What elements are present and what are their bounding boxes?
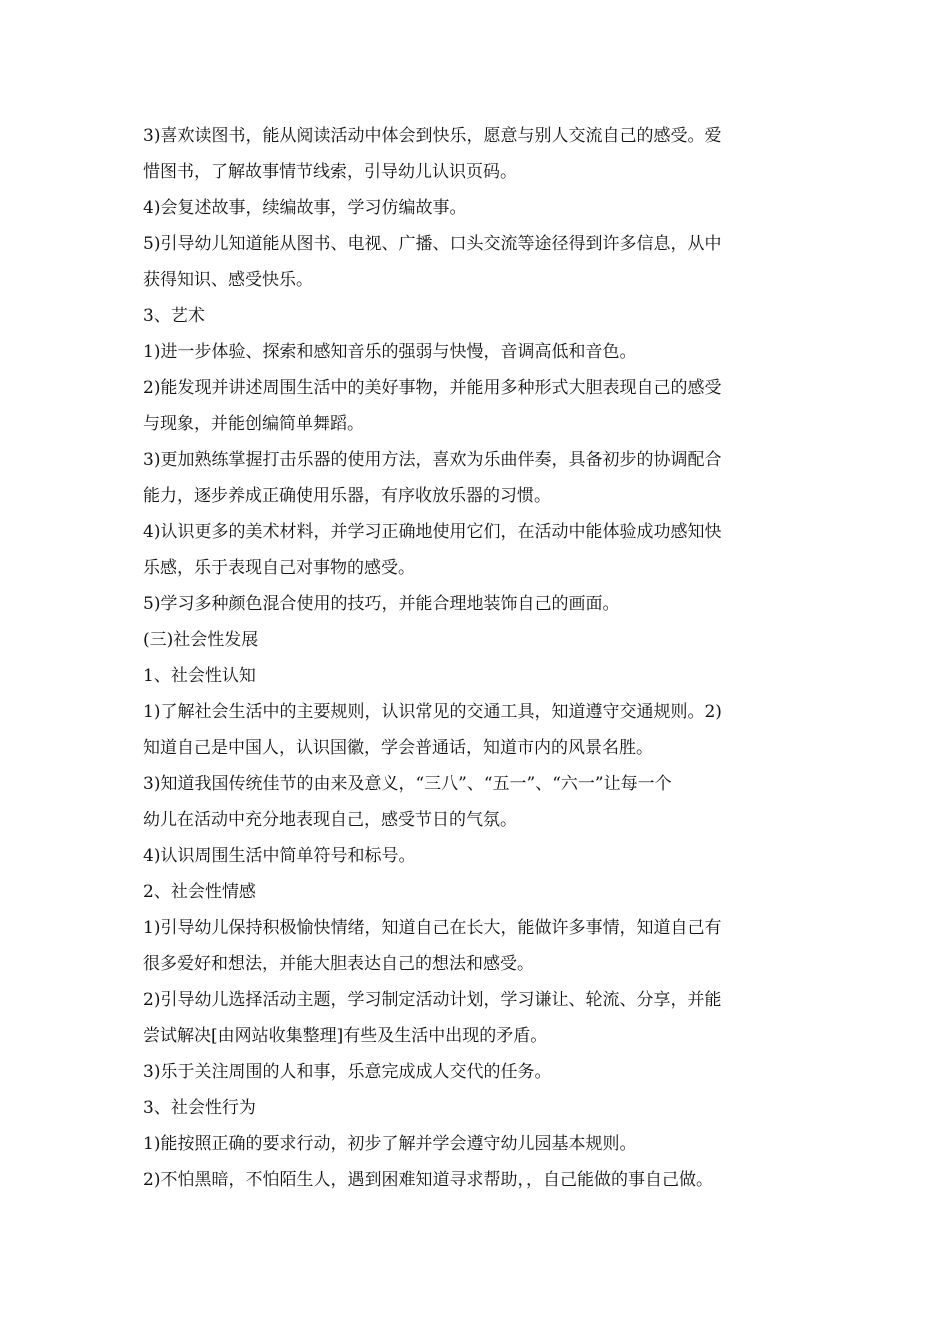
- text-line: 2)引导幼儿选择活动主题，学习制定活动计划，学习谦让、轮流、分享，并能: [143, 990, 722, 1010]
- text-line: 与现象，并能创编简单舞蹈。: [143, 414, 364, 434]
- section-heading: 3、社会性行为: [143, 1098, 256, 1118]
- section-heading: 1、社会性认知: [143, 666, 256, 686]
- section-heading: 3、艺术: [143, 306, 205, 326]
- text-line: 3)乐于关注周围的人和事，乐意完成成人交代的任务。: [143, 1062, 552, 1082]
- text-line: 乐感，乐于表现自己对事物的感受。: [143, 558, 415, 578]
- text-line: 3)知道我国传统佳节的由来及意义，“三八”、“五一”、“六一”让每一个: [143, 774, 672, 794]
- text-line: 3)更加熟练掌握打击乐器的使用方法，喜欢为乐曲伴奏，具备初步的协调配合: [143, 450, 722, 470]
- text-line: 4)会复述故事，续编故事，学习仿编故事。: [143, 198, 467, 218]
- text-line: 知道自己是中国人，认识国徽，学会普通话，知道市内的风景名胜。: [143, 738, 653, 758]
- text-line: 1)引导幼儿保持积极愉快情绪，知道自己在长大，能做许多事情，知道自己有: [143, 918, 722, 938]
- section-heading: 2、社会性情感: [143, 882, 256, 902]
- text-line: 5)学习多种颜色混合使用的技巧，并能合理地装饰自己的画面。: [143, 594, 620, 614]
- text-line: 1)进一步体验、探索和感知音乐的强弱与快慢，音调高低和音色。: [143, 342, 637, 362]
- text-line: 很多爱好和想法，并能大胆表达自己的想法和感受。: [143, 954, 534, 974]
- text-line: 1)能按照正确的要求行动，初步了解并学会遵守幼儿园基本规则。: [143, 1134, 637, 1154]
- text-line: 2)能发现并讲述周围生活中的美好事物，并能用多种形式大胆表现自己的感受: [143, 378, 722, 398]
- document-body: [143, 118, 811, 1198]
- text-line: 4)认识更多的美术材料，并学习正确地使用它们，在活动中能体验成功感知快: [143, 522, 722, 542]
- text-line: 4)认识周围生活中简单符号和标号。: [143, 846, 416, 866]
- section-heading: (三)社会性发展: [143, 630, 259, 650]
- text-line: 3)喜欢读图书，能从阅读活动中体会到快乐，愿意与别人交流自己的感受。爱: [143, 126, 722, 146]
- text-line: 能力，逐步养成正确使用乐器，有序收放乐器的习惯。: [143, 486, 551, 506]
- text-line: 1)了解社会生活中的主要规则，认识常见的交通工具，知道遵守交通规则。2): [143, 702, 722, 722]
- text-line: 2)不怕黑暗，不怕陌生人，遇到困难知道寻求帮助，，自己能做的事自己做。: [143, 1170, 713, 1190]
- text-line: 5)引导幼儿知道能从图书、电视、广播、口头交流等途径得到许多信息，从中: [143, 234, 722, 254]
- text-line: 尝试解决[由网站收集整理]有些及生活中出现的矛盾。: [143, 1026, 548, 1046]
- text-line: 惜图书，了解故事情节线索，引导幼儿认识页码。: [143, 162, 517, 182]
- text-line: 幼儿在活动中充分地表现自己，感受节日的气氛。: [143, 810, 517, 830]
- text-line: 获得知识、感受快乐。: [143, 270, 313, 290]
